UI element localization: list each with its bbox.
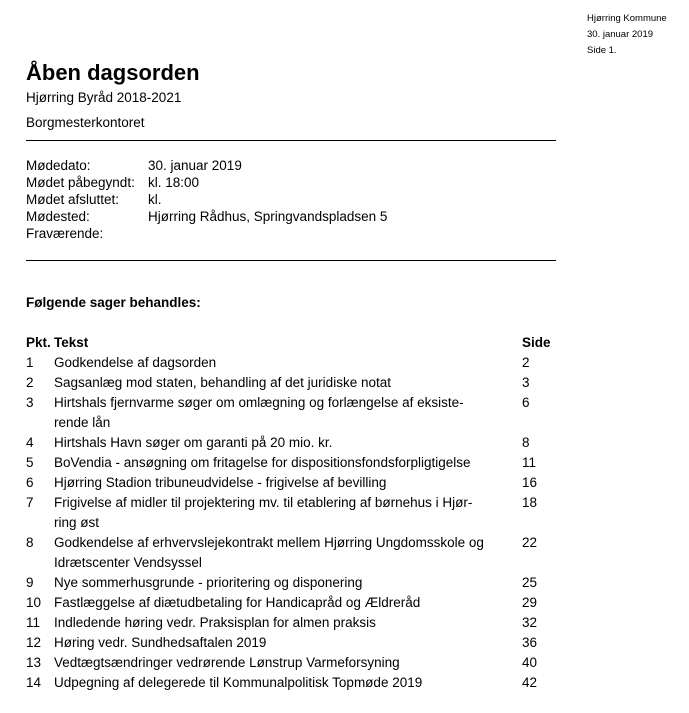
agenda-item (26, 453, 566, 473)
agenda-item-number: 10 (26, 595, 42, 610)
agenda-item (26, 373, 566, 393)
agenda-item (26, 653, 566, 673)
agenda-item (26, 353, 566, 373)
meeting-place-row (26, 208, 387, 225)
agenda-item-number: 1 (26, 355, 34, 370)
agenda-item-number: 8 (26, 535, 34, 550)
agenda-item-page: 25 (522, 575, 538, 590)
meeting-start-row (26, 174, 387, 191)
agenda-header-num: Pkt. (26, 335, 51, 350)
agenda-item-text: Indledende høring vedr. Praksisplan for almen praksis (54, 615, 376, 630)
agenda-item-text: Frigivelse af midler til projektering mv. til etablering af børnehus i Hjør- (54, 495, 473, 510)
agenda-item (26, 433, 566, 453)
agenda-item-text: Fastlæggelse af diætudbetaling for Handicapråd og Ældreråd (54, 595, 421, 610)
agenda-item-page: 16 (522, 475, 538, 490)
agenda-item-page: 6 (522, 395, 530, 410)
meeting-start-label: Mødet påbegyndt: (26, 175, 135, 190)
agenda-item-text: Idrætscenter Vendsyssel (54, 555, 202, 570)
agenda-item-number: 11 (26, 615, 41, 630)
meeting-end-label: Mødet afsluttet: (26, 192, 120, 207)
meeting-absent-label: Fraværende: (26, 226, 104, 241)
page-header (587, 11, 667, 59)
agenda-item (26, 393, 566, 413)
agenda-item-text: Sagsanlæg mod staten, behandling af det juridiske notat (54, 375, 391, 390)
meeting-start-value: kl. 18:00 (148, 175, 200, 190)
agenda-item-text: Hirtshals Havn søger om garanti på 20 mio. kr. (54, 435, 333, 450)
agenda-item-page: 3 (522, 375, 530, 390)
office-name: Borgmesterkontoret (26, 115, 145, 130)
agenda-header-page: Side (522, 335, 551, 350)
agenda-item-text: rende lån (54, 415, 111, 430)
agenda-item-number: 12 (26, 635, 42, 650)
agenda-item-text: BoVendia - ansøgning om fritagelse for dispositionsfondsforpligtigelse (54, 455, 471, 470)
meeting-end-row (26, 191, 387, 208)
agenda-item-page: 8 (522, 435, 530, 450)
agenda-item (26, 593, 566, 613)
agenda-item-number: 3 (26, 395, 34, 410)
agenda-item (26, 493, 566, 513)
agenda-item-number (26, 513, 54, 533)
agenda-item-number (26, 553, 54, 573)
meeting-end-value: kl. (148, 192, 162, 207)
meeting-date-row (26, 157, 387, 174)
agenda-item-continuation (26, 553, 566, 573)
agenda-item-text: ring øst (54, 515, 100, 530)
agenda-item-page: 42 (522, 675, 538, 690)
agenda-item-text: Hjørring Stadion tribuneudvidelse - frigivelse af bevilling (54, 475, 387, 490)
agenda-item-number: 7 (26, 495, 34, 510)
agenda-item-number (26, 413, 54, 433)
agenda-table (26, 333, 566, 693)
divider-bottom (26, 260, 556, 261)
agenda-item-page: 36 (522, 635, 538, 650)
agenda-item-number: 6 (26, 475, 34, 490)
agenda-item-text: Nye sommerhusgrunde - prioritering og disponering (54, 575, 363, 590)
document-title: Åben dagsorden (26, 60, 200, 85)
agenda-item-page: 18 (522, 495, 538, 510)
meeting-absent-row (26, 225, 387, 242)
agenda-item (26, 633, 566, 653)
agenda-item-page: 2 (522, 355, 530, 370)
meeting-place-value: Hjørring Rådhus, Springvandspladsen 5 (148, 209, 388, 224)
agenda-item-number: 4 (26, 435, 34, 450)
meeting-info (26, 157, 387, 242)
agenda-item-text: Vedtægtsændringer vedrørende Lønstrup Varmeforsyning (54, 655, 400, 670)
agenda-item-page: 29 (522, 595, 538, 610)
agenda-item-page: 40 (522, 655, 538, 670)
agenda-header-text: Tekst (54, 335, 89, 350)
agenda-item (26, 613, 566, 633)
agenda-item-text: Godkendelse af dagsorden (54, 355, 217, 370)
agenda-item-number: 14 (26, 675, 42, 690)
agenda-item (26, 573, 566, 593)
agenda-item-number: 9 (26, 575, 34, 590)
agenda-item-number: 5 (26, 455, 34, 470)
agenda-item-page: 11 (522, 455, 537, 470)
agenda-item-number: 2 (26, 375, 34, 390)
meeting-place-label: Mødested: (26, 209, 90, 224)
agenda-item-number: 13 (26, 655, 42, 670)
agenda-header-row (26, 333, 566, 353)
agenda-item-text: Hirtshals fjernvarme søger om omlægning og forlængelse af eksiste- (54, 395, 464, 410)
agenda-item (26, 473, 566, 493)
header-org: Hjørring Kommune (587, 13, 667, 24)
header-page-number: Side 1. (587, 45, 617, 56)
divider-top (26, 140, 556, 141)
agenda-item-text: Godkendelse af erhvervslejekontrakt mellem Hjørring Ungdomsskole og (54, 535, 484, 550)
agenda-item-page: 32 (522, 615, 538, 630)
section-title: Følgende sager behandles: (26, 295, 201, 310)
meeting-date-label: Mødedato: (26, 158, 91, 173)
agenda-item-continuation (26, 413, 566, 433)
agenda-item (26, 673, 566, 693)
header-date: 30. januar 2019 (587, 29, 654, 40)
meeting-date-value: 30. januar 2019 (148, 158, 242, 173)
agenda-item-continuation (26, 513, 566, 533)
agenda-item (26, 533, 566, 553)
agenda-item-text: Høring vedr. Sundhedsaftalen 2019 (54, 635, 267, 650)
agenda-item-text: Udpegning af delegerede til Kommunalpolitisk Topmøde 2019 (54, 675, 423, 690)
agenda-item-page: 22 (522, 535, 538, 550)
document-subtitle: Hjørring Byråd 2018-2021 (26, 90, 182, 105)
